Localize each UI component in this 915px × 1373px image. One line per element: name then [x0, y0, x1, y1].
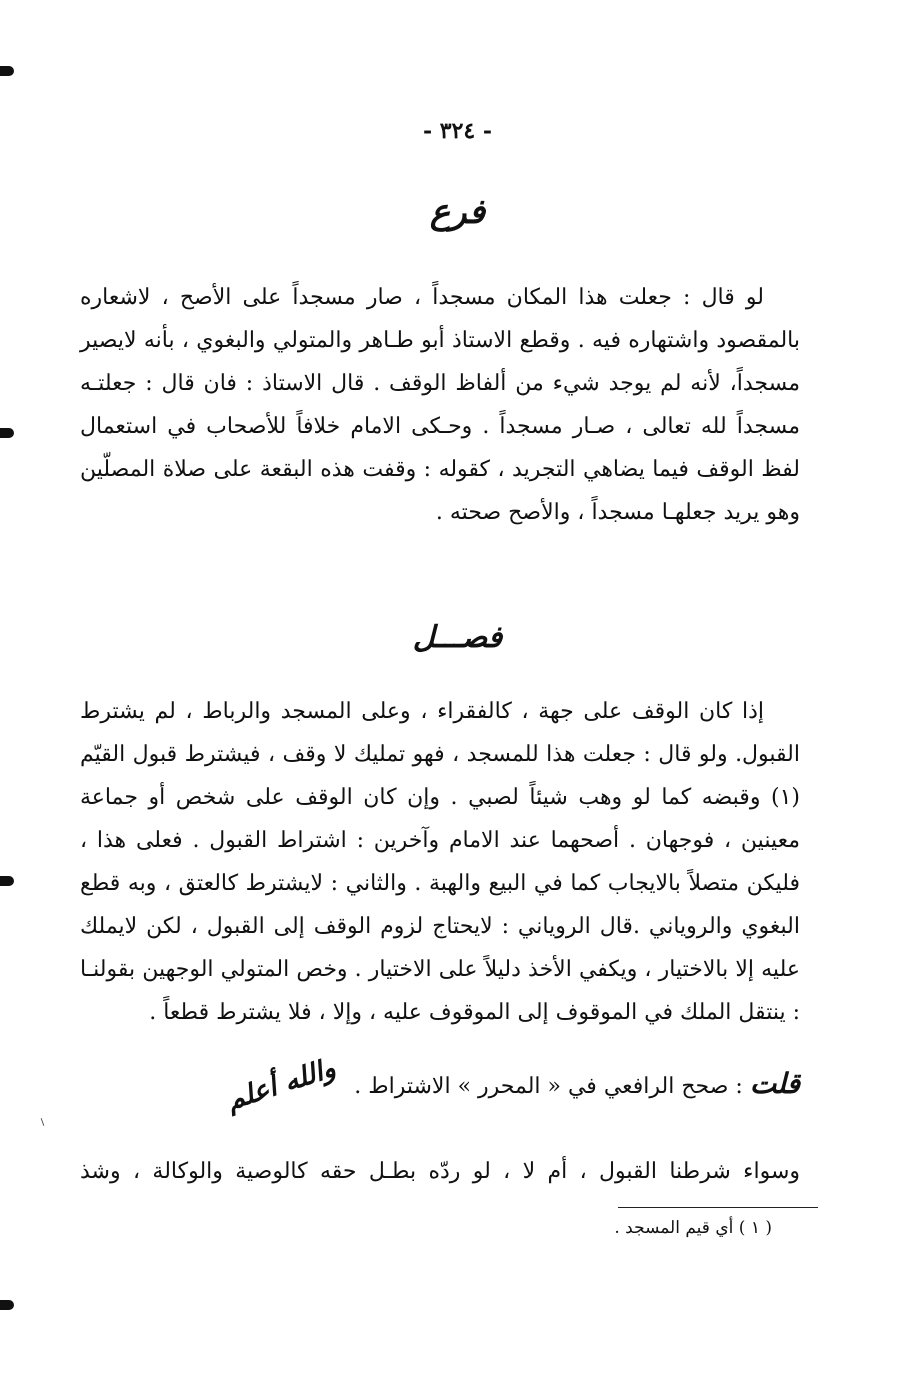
qult-label: قلت [749, 1067, 800, 1100]
scan-edge-mark [0, 66, 14, 76]
footnote-divider [618, 1207, 818, 1208]
scan-artifact [41, 1118, 45, 1126]
section-heading-far: فرع [429, 192, 486, 232]
continuation-line: وسواء شرطنا القبول ، أم لا ، لو ردّه بطـل حقه كالوصية والوكالة ، وشذ [80, 1159, 800, 1184]
page-number: - ٣٢٤ - [422, 118, 493, 144]
scan-edge-mark [0, 876, 14, 886]
scan-edge-mark [0, 1300, 14, 1310]
qult-text: : صحح الرافعي في « المحرر » الاشتراط . [354, 1074, 743, 1099]
paragraph-fasl [80, 690, 800, 1034]
scan-edge-mark [0, 428, 14, 438]
qult-note [140, 1052, 800, 1117]
footnote: ( ١ ) أي قيم المسجد . [614, 1218, 772, 1238]
closing-phrase: والله أعلم [223, 1052, 340, 1117]
paragraph-far-text: لو قال : جعلت هذا المكان مسجداً ، صار مسجداً على الأصح ، لاشعاره بالمقصود واشتهاره فيه . وقطع الاستاذ أبو طـاهر والمتولي والبغوي ، بأنه لايصير مسجداً، لأنه لم يوجد شيء من ألفاظ الوقف . قال الاستاذ : فان قال : جعلتـه مسجداً لله تعالى ، صـار مسجداً . وحـكى الامام خلافاً للأصحاب في استعمال لفظ الوقف فيما يضاهي التجريد ، كقوله : وقفت هذه البقعة على صلاة المصلّين وهو يريد جعلهـا مسجداً ، والأصح صحته . [80, 285, 800, 525]
paragraph-far [80, 276, 800, 534]
section-heading-fasl: فصـــل [412, 620, 503, 655]
paragraph-fasl-text: إذا كان الوقف على جهة ، كالفقراء ، وعلى المسجد والرباط ، لم يشترط القبول. ولو قال : جعلت هذا للمسجد ، فهو تمليك لا وقف ، فيشترط قبول القيّم (١) وقبضه كما لو وهب شيئاً لصبي . وإن كان الوقف على شخص أو جماعة معينين ، فوجهان . أصحهما عند الامام وآخرين : اشتراط القبول . فعلى هذا ، فليكن متصلاً بالايجاب كما في البيع والهبة . والثاني : لايشترط كالعتق ، وبه قطع البغوي والروياني .قال الروياني : لايحتاج لزوم الوقف إلى القبول ، لكن لايملك عليه إلا بالاختيار ، ويكفي الأخذ دليلاً على الاختيار . وخص المتولي الوجهين بقولنـا : ينتقل الملك في الموقوف إلى الموقوف عليه ، وإلا ، فلا يشترط قطعاً . [80, 699, 800, 1025]
